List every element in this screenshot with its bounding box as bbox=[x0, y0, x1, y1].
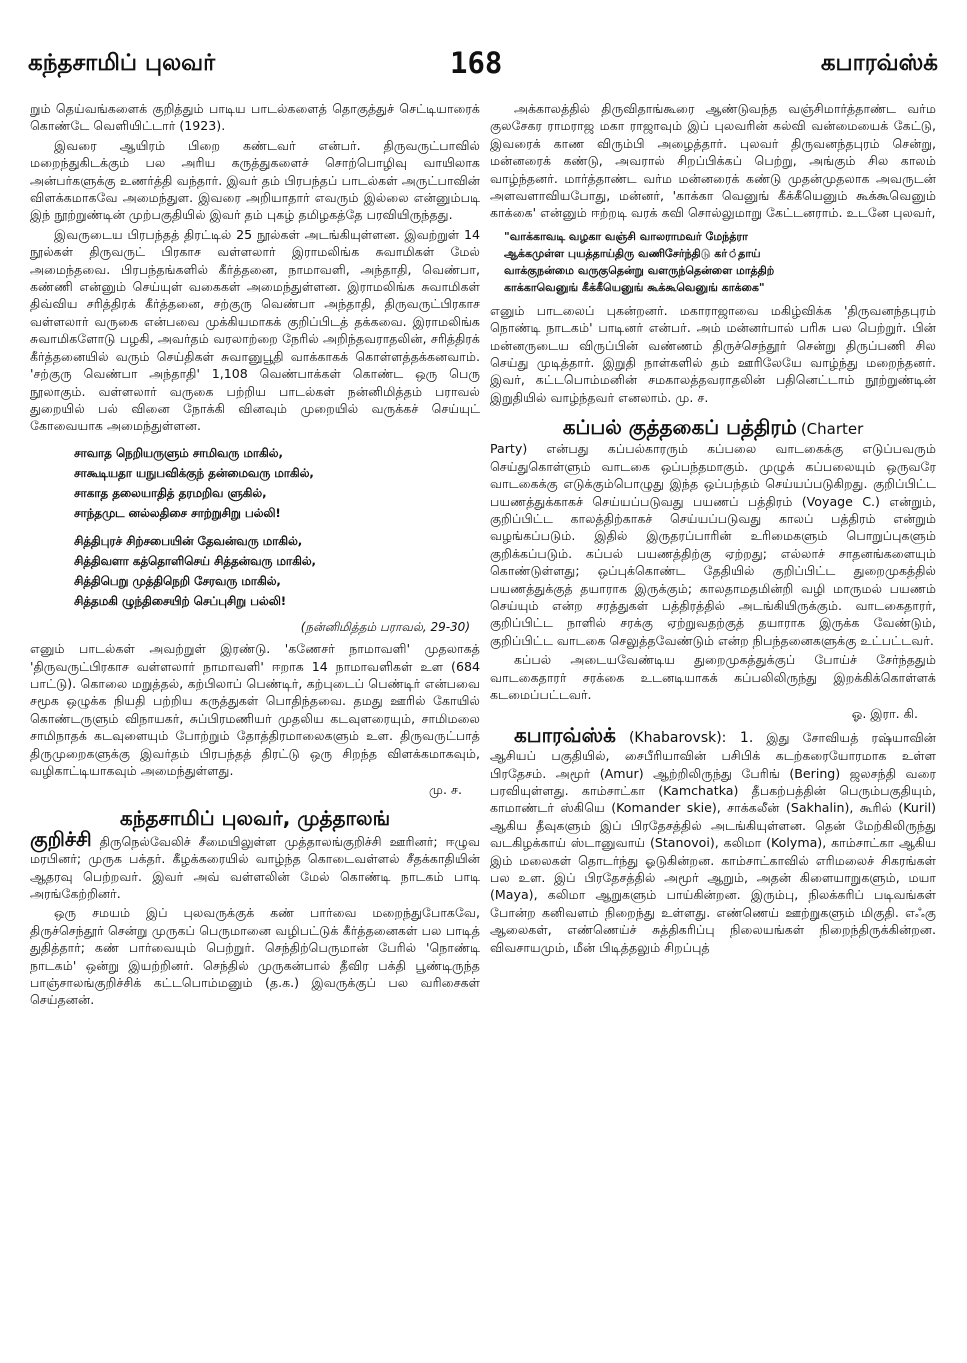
verse-block bbox=[74, 443, 480, 611]
paragraph bbox=[30, 826, 480, 903]
paragraph-text: இது சோவியத் ரஷ்யாவின் ஆசியப் பகுதியில், சைபீரியாவின் பசிபிக் கடற்கரையோரமாக உள்ள பிரதேசம். அமூர் (Amur) ஆற்றிலிருந்து பேரிங் (Bering) ஜலசந்தி வரை பரவியுள்ளது. காம்சாட்கா (Kamchatka) தீபகற்பத்தின் பெரும்பகுதியும், காமாண்டர் ஸ்கியெ (Komander skie), சாக்கலீன் (Sakhalin), கூரில் (Kuril) ஆகிய தீவுகளும் இப் பிரதேசத்தில் அடங்கியுள்ளன. தென் மேற்கிலிருந்து வடகிழக்காய் ஸ்டானுவாய் (Stanovoi), கலிமா (Kolyma), காம்சாட்கா ஆகிய இம் மலைகள் தொடர்ந்து ஓடுகின்றன. காம்சாட்காவில் எரிமலைச் சிகரங்கள் பல உள. இப் பிரதேசத்தில் அமூர் ஆறும், அதன் கிளையாறுகளும், மயா (Maya), கலிமா ஆறுகளும் பாய்கின்றன. இரும்பு, நிலக்கரிப் படிவங்கள் போன்ற கனிவளம் நிறைந்து உள்ளது. எண்ணெய் ஊற்றுகளும் மிகுதி. எஃகு ஆலைகள், எண்ணெய்ச் சுத்திகரிப்பு நிலையங்கள் நிறைந்திருக்கின்றன. விவசாயமும், மீன் பிடித்தலும் சிறப்புத் bbox=[490, 729, 936, 955]
verse-line: காக்காவெனுங் கீக்கீயெனுங் கூக்கூவெனுங் காக்கை" bbox=[504, 280, 765, 294]
entry-title-english: (Charter bbox=[800, 420, 864, 439]
paragraph: ஒரு சமயம் இப் புலவருக்குக் கண் பார்வை மறைந்துபோகவே, திருச்செந்தூர் சென்று முருகப் பெருமானை வழிபட்டுக் கீர்த்தனைகள் பல பாடித் துதித்தார்; கண் பார்வையும் பெற்றுர். செந்திற்பெருமான் பேரில் 'நொண்டி நாடகம்' ஒன்று இயற்றினர். செந்தில் முருகன்பால் தீவிர பக்தி பூண்டிருந்த பாஞ்சாலங்குறிச்சிக் கட்டபொம்மனும் (த.க.) இவருக்குப் பல வரிசைகள் செய்தனன். bbox=[30, 905, 480, 1008]
verse-stanza bbox=[74, 443, 480, 523]
quoted-verse bbox=[504, 228, 930, 296]
verse-line: சித்திபுரச் சிற்சபையின் தேவன்வரு மாகில், bbox=[74, 533, 303, 548]
verse-citation: (நன்னிமித்தம் பராவல், 29-30) bbox=[300, 619, 470, 634]
verse-line: "வாக்காவடி வழகா வஞ்சி வாலராமவர் மேந்த்ரா bbox=[504, 229, 748, 243]
verse-line: சாகூடியதா யநுபவிக்குந் தன்மைவரு மாகில், bbox=[74, 465, 314, 480]
entry-title-continued: குறிச்சி bbox=[30, 826, 92, 851]
paragraph: அக்காலத்தில் திருவிதாங்கூரை ஆண்டுவந்த வஞ்சிமார்த்தாண்ட வர்ம குலசேகர ராமராஜ மகா ராஜாவும் இப் புலவரின் கல்வி வன்மையைக் கேட்டு, இவரைக் காண விரும்பி அழைத்தார். புலவர் திருவனந்தபுரம் சென்று, மன்னரைக் கண்டு, அவரால் சிறப்பிக்கப் பெற்று, அங்கும் சில காலம் வாழ்ந்தனர். மார்த்தாண்ட வர்ம மன்னரைக் கண்டு முதன்முதலாக அவருடன் அளவளாவியபோது, மன்னர், 'காக்கா வெனுங் கீக்கீயெனும் கூக்கூவெனும் காக்கை' என்னும் ஈற்றடி வரக் கவி சொல்லுமாறு கேட்டனராம். உடனே புலவர், bbox=[490, 101, 936, 221]
verse-line: சித்தமகி ழுந்திசையிற் செப்புசிறு பல்லி! bbox=[74, 593, 287, 608]
verse-line: சாகாத தலையாதித் தரமறிவ ளுகில், bbox=[74, 485, 267, 500]
author-signature: மு. ச. bbox=[675, 389, 709, 405]
verse-line: ஆக்கமுள்ள புயத்தாய்திரு வணிசேர்ந்திடு கா்்தாய் bbox=[504, 246, 761, 260]
verse-line: சாவாத நெறியருளும் சாமிவரு மாகில், bbox=[74, 445, 283, 460]
entry-heading bbox=[490, 414, 936, 440]
verse-line: சித்திவளா கத்தொளிசெய் சித்தன்வரு மாகில், bbox=[74, 553, 317, 568]
paragraph: எனும் பாடல்கள் அவற்றுள் இரண்டு. 'கணேசர் நாமாவளி' முதலாகத் 'திருவருட்பிரகாச வள்ளலார் நாமாவளி' ஈறாக 14 நாமாவளிகள் உள (684 பாட்டு). கொலை மறுத்தல், கற்பிலாப் பெண்டிர், கற்புடைப் பெண்டிர் என்பவை சமூக ஒழுக்க நியதி பற்றிய கருத்துகள் பொதிந்தவை. தமது ஊரில் கோயில் கொண்டருளும் விநாயகர், சுப்பிரமணியர் முதலிய கடவுளரையும், சாமிமலை சாமிநாதக் கடவுளையும் போற்றும் தோத்திரமாலைகளும் உள. திருவருட்பாத் திருமுறைகளுக்கு இவர்தம் பிரபந்தத் திரட்டு ஒரு சிறந்த விளக்கமாகவும், வழிகாட்டியாகவும் அமைந்துள்ளது. bbox=[30, 641, 480, 778]
entry-title-english: (Khabarovsk): 1. bbox=[628, 729, 754, 746]
right-column bbox=[490, 100, 936, 1350]
header-right-title: கபாரவ்ஸ்க் bbox=[820, 50, 938, 76]
running-header bbox=[28, 46, 938, 90]
entry-title: கந்தசாமிப் புலவர், முத்தாலங் bbox=[119, 805, 391, 830]
paragraph-text: திருநெல்வேலிச் சீமையிலுள்ள முத்தாலங்குறிச்சி ஊரினர்; ஈழுவ மரபினர்; முருக பக்தர். கீழக்கரையில் வாழ்ந்த கொடைவள்ளல் சீதக்காதியின் ஆதரவு பெற்றவர். இவர் அவ் வள்ளலின் மேல் கொண்டி நாடகம் பாடி அரங்கேற்றினர். bbox=[30, 833, 480, 901]
verse-line: வாக்குநன்மை வருகுதென்று வளருந்தென்ளை மாத்திற் bbox=[504, 263, 775, 277]
verse-stanza bbox=[74, 531, 480, 611]
author-signature: ஓ. இரா. கி. bbox=[851, 706, 918, 722]
paragraph: றும் தெய்வங்களைக் குறித்தும் பாடிய பாடல்களைத் தொகுத்துச் செட்டியாரைக் கொண்டே வெளியிட்டார் (1923). bbox=[30, 101, 480, 134]
paragraph: இவருடைய பிரபந்தத் திரட்டில் 25 நூல்கள் அடங்கியுள்ளன. இவற்றுள் 14 நூல்கள் திருவருட் பிரகாச வள்ளலார் இராமலிங்க சுவாமிகள் மேல் அமைந்தவை. பிரபந்தங்களில் கீர்த்தனை, நாமாவளி, அந்தாதி, வெண்பா, கண்ணி என்னும் செய்யுள் வகைகள் அமைந்துள்ளன. இராமலிங்க சுவாமிகள் திவ்விய சரித்திரக் கீர்த்தனை, சற்குரு வெண்பா அந்தாதி, திருவருட்பிரகாச வள்ளலார் வருகை என்பவை முக்கியமாகக் குறிப்பிடத் தக்கவை. இராமலிங்க சுவாமிகளோடு பழகி, அவர்தம் வரலாற்றை நேரில் அறிந்தவராதலின், சரித்திரக் கீர்த்தனையில் வரும் செய்திகள் சுவானுபூதி வாக்காகக் கொள்ளத்தக்கனவாம். 'சற்குரு வெண்பா அந்தாதி' 1,108 வெண்பாக்கள் கொண்ட ஒரு பெரு நூலாகும். வள்ளலார் வருகை பற்றிய பாடல்கள் நன்னிமித்தம் பராவல் துறையில் பல் வினை நோக்கி வினவும் முறையில் வருக்கச் செய்யுட் கோவையாக அமைந்துள்ளன. bbox=[30, 226, 480, 434]
author-signature: மு. ச. bbox=[429, 782, 462, 798]
paragraph: கப்பல் அடையவேண்டிய துறைமுகத்துக்குப் போய்ச் சேர்ந்ததும் வாடகைதாரர் சரக்கை உடனடியாகக் கப்பலிலிருந்து இறக்கிக்கொள்ளக் கடமைப்பட்டவர். bbox=[490, 652, 936, 702]
entry-title: கப்பல் குத்தகைப் பத்திரம் bbox=[562, 415, 797, 440]
paragraph bbox=[490, 722, 936, 956]
entry-title: கபாரவ்ஸ்க் bbox=[514, 722, 616, 747]
header-left-title: கந்தசாமிப் புலவர் bbox=[28, 50, 216, 76]
left-column bbox=[30, 100, 480, 1350]
paragraph: இவரை ஆயிரம் பிறை கண்டவர் என்பர். திருவருட்பாவில் மறைந்துகிடக்கும் பல அரிய கருத்துகளைச் சொற்பொழிவு வாயிலாக அன்பர்களுக்கு உணர்த்தி வந்தார். இவர் தம் பிரபந்தப் பாடல்கள் அருட்பாவின் விளக்கமாகவே அமைந்துள. இவரை அறியாதார் எவரும் இல்லை என்னும்படி இந் நூற்றுண்டின் முற்பகுதியில் இவர் தம் புகழ் தமிழகத்தே பரவியிருந்தது. bbox=[30, 137, 480, 223]
verse-line: சாந்தமுட னல்லதிசை சாற்றுசிறு பல்லி! bbox=[74, 505, 281, 520]
verse-line: சித்திபெறு முத்திநெறி சேரவரு மாகில், bbox=[74, 573, 281, 588]
paragraph: Party) என்பது கப்பல்காரரும் கப்பலை வாடகைக்கு எடுப்பவரும் செய்துகொள்ளும் வாடகை ஒப்பந்தமாகும். முழுக் கப்பலையும் ஒருவரே வாடகைக்கு எடுக்கும்பொழுது இந்த ஒப்பந்தம் செய்யப்படுகிறது. குறிப்பிட்ட பயணத்துக்காகச் செய்யப்படுவது பயணப் பத்திரம் (Voyage C.) என்றும், குறிப்பிட்ட காலத்திற்காகச் செய்யப்படுவது காலப் பத்திரம் என்றும் வழங்கப்படும். இதில் இருதரப்பாரின் உரிமைகளும் பொறுப்புகளும் குறிக்கப்படும். கப்பல் பயணத்திற்கு ஏற்றது; எல்லாச் சாதனங்களையும் கொண்டுள்ளது; ஒப்புக்கொண்ட தேதியில் குறிப்பிட்ட துறைமுகத்தில் பயணத்துக்குத் தயாராக இருக்கும்; காலதாமதமின்றி வழி மாருமல் பயணம் செய்யும் என்ற சரத்துகள் பத்திரத்தில் அடங்கியிருக்கும். வாடகைதாரர், குறிப்பிட்ட நாளில் சரக்கு ஏற்றுவதற்குத் தயாராக இருக்க வேண்டும், குறிப்பிட்ட வாடகை செலுத்தவேண்டும் என்ற நிபந்தனைகளுக்கு உட்பட்டவர். bbox=[490, 441, 936, 648]
paragraph-text: எனும் பாடலைப் புகன்றனர். மகாராஜாவை மகிழ்விக்க 'திருவனந்தபுரம் நொண்டி நாடகம்' பாடினர் என்பர். அம் மன்னர்பால் பரிசு பல பெற்றுர். பின் மன்னருடைய விருப்பின் வண்ணம் திருச்செந்தூர் சென்று திருப்பணி சில செய்து முடித்தார். இறுதி நாள்களில் தம் ஊரிலேயே வாழ்ந்து மறைந்தனர். இவர், கட்டபொம்மனின் சமகாலத்தவராதலின் பதினெட்டாம் நூற்றுண்டின் இறுதியில் வாழ்ந்தவர் எனலாம். bbox=[490, 302, 936, 405]
paragraph bbox=[490, 302, 936, 406]
page-number: 168 bbox=[450, 46, 503, 80]
